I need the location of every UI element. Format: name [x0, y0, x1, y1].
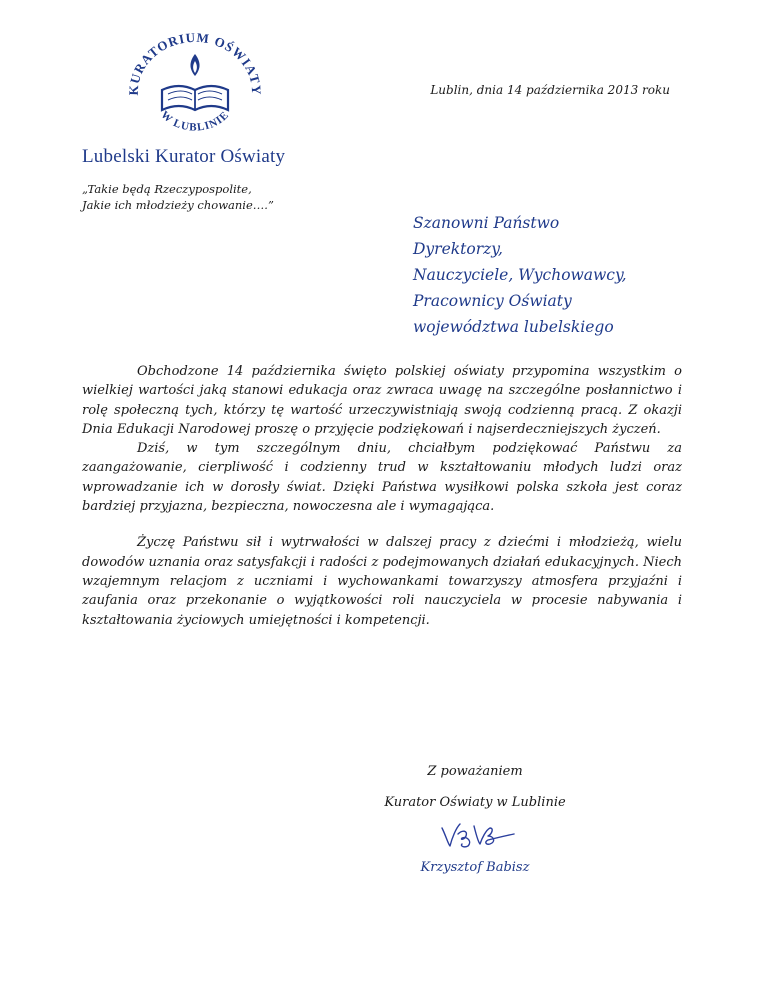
- closing-regards: Z poważaniem: [427, 764, 523, 779]
- salutation: [413, 210, 627, 340]
- logo-text-bottom: W LUBLINIE: [158, 108, 232, 134]
- salutation-line: Pracownicy Oświaty: [413, 292, 572, 310]
- signer-name: Krzysztof Babisz: [420, 860, 530, 875]
- body-paragraph: Życzę Państwu sił i wytrwałości w dalszej pracy z dziećmi i młodzieżą, wielu dowodów uznania oraz satysfakcji i radości z podejmowanych działań edukacyjnych. Niech wzajemnym relacjom z uczniami i wychowankami towarzyszy atmosfera przyjaźni i zaufania oraz przekonanie o wyjątkowości roli nauczyciela w procesie nabywania i kształtowania życiowych umiejętności i kompetencji.: [82, 535, 682, 628]
- logo-text-top: KURATORIUM OŚWIATY: [125, 30, 265, 96]
- salutation-line: Szanowni Państwo: [413, 214, 560, 232]
- motto-line: „Takie będą Rzeczypospolite,: [82, 182, 252, 196]
- letter-date: Lublin, dnia 14 października 2013 roku: [430, 83, 670, 97]
- signature-image: [438, 818, 518, 852]
- letter-body: [82, 362, 682, 630]
- salutation-line: województwa lubelskiego: [413, 318, 614, 336]
- motto: [82, 181, 274, 213]
- signer-title: Kurator Oświaty w Lublinie: [384, 795, 566, 810]
- kuratorium-logo: [124, 30, 266, 148]
- motto-line: Jakie ich młodzieży chowanie….”: [82, 198, 274, 212]
- svg-text:W LUBLINIE: [158, 109, 231, 134]
- salutation-line: Nauczyciele, Wychowawcy,: [413, 266, 627, 284]
- body-paragraph: Dziś, w tym szczególnym dniu, chciałbym podziękować Państwu za zaangażowanie, cierpliwość i codzienny trud w kształtowaniu młodych ludzi oraz wprowadzanie ich w dorosły świat. Dzięki Państwa wysiłkowi polska szkoła jest coraz bardziej przyjazna, bezpieczna, nowoczesna ale i wymagająca.: [82, 441, 682, 515]
- office-name: Lubelski Kurator Oświaty: [82, 146, 286, 167]
- salutation-line: Dyrektorzy,: [413, 240, 503, 258]
- body-paragraph: Obchodzone 14 października święto polskiej oświaty przypomina wszystkim o wielkiej wartości jaką stanowi edukacja oraz zwraca uwagę na szczególne posłannictwo i rolę społeczną tych, którzy tę wartość urzeczywistniają swoją codzienną pracą. Z okazji Dnia Edukacji Narodowej proszę o przyjęcie podziękowań i najserdeczniejszych życzeń.: [82, 364, 682, 437]
